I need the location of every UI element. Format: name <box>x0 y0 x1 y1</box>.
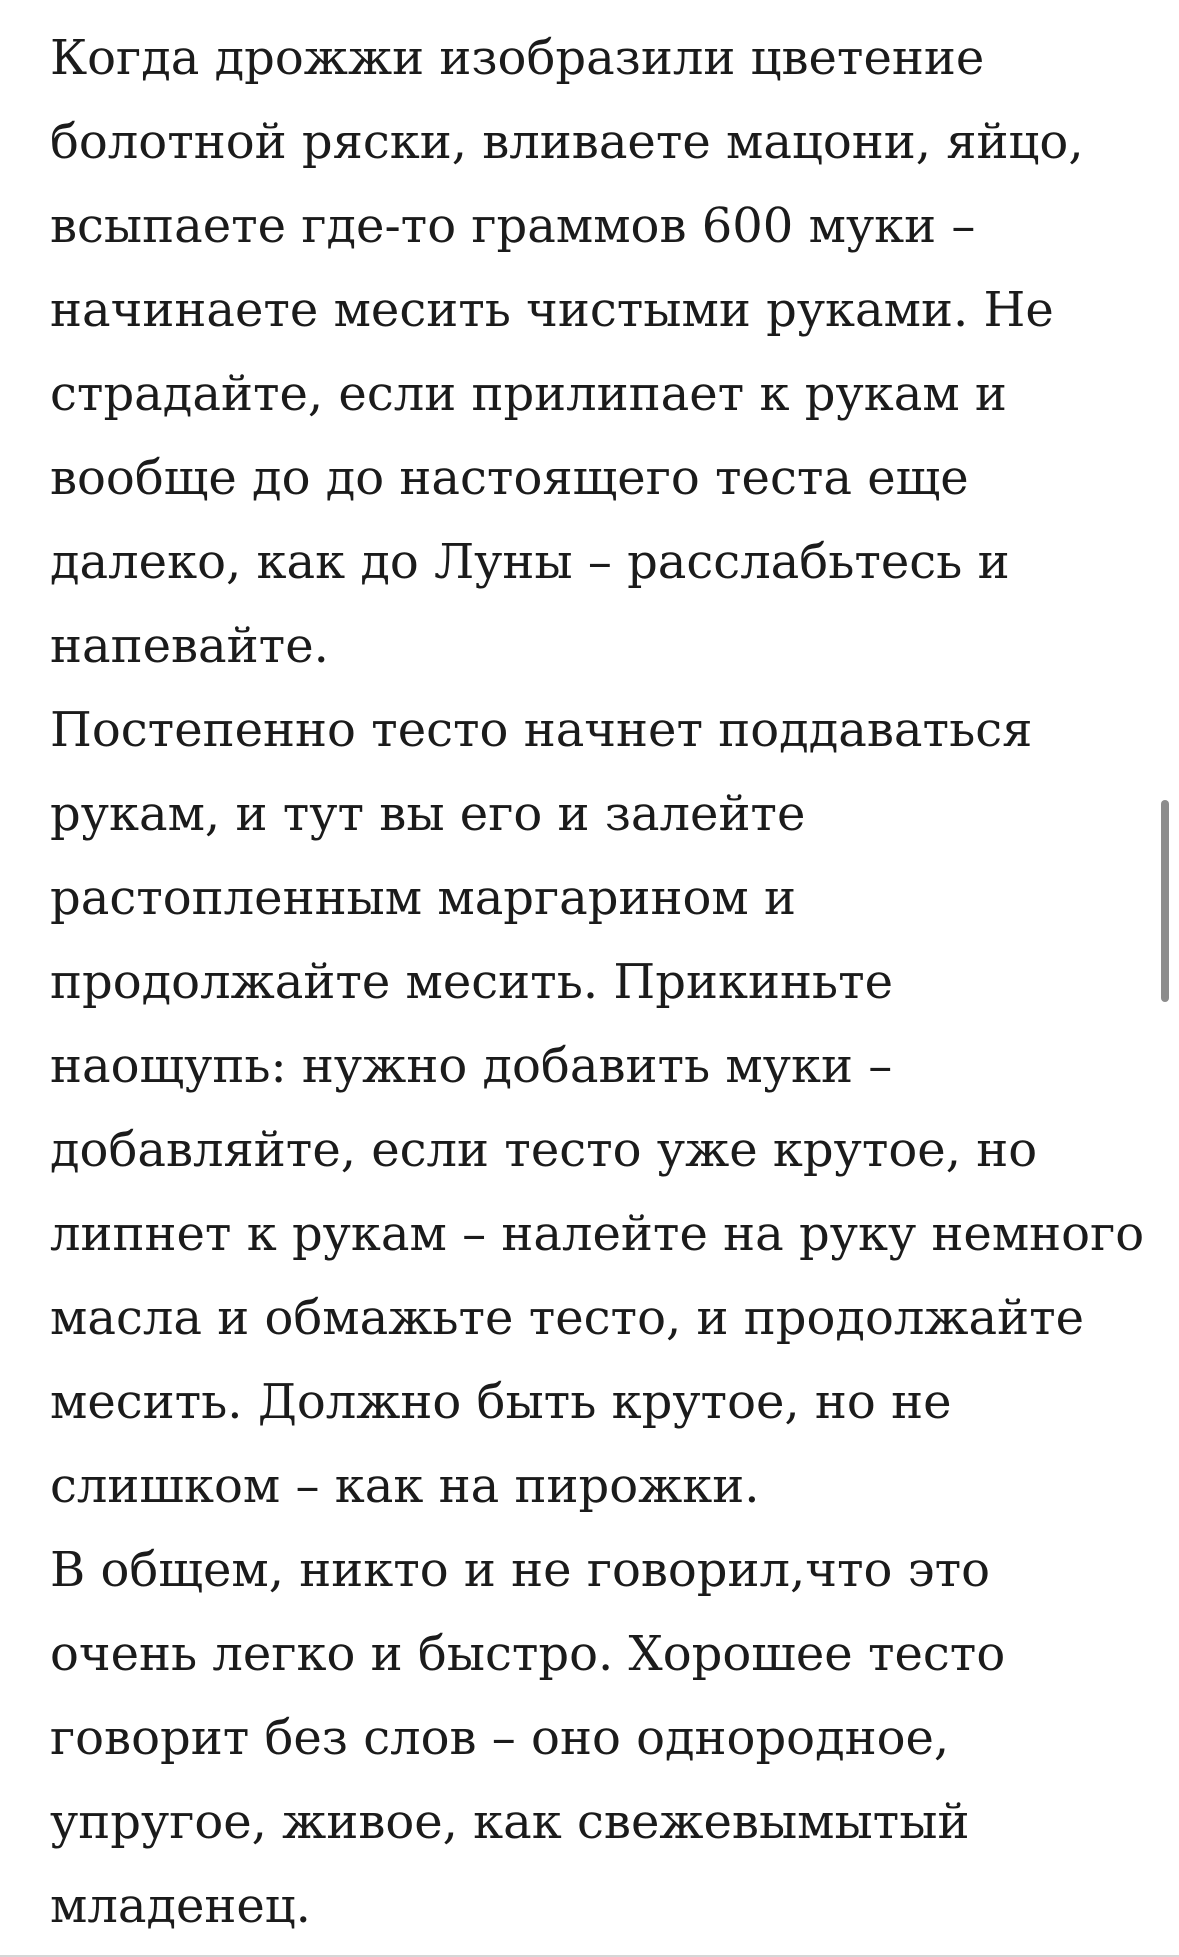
article-text <box>50 16 1150 1948</box>
text-line: слишком – как на пирожки. <box>50 1458 760 1514</box>
text-line: растопленным маргарином и <box>50 870 796 926</box>
text-line: наощупь: нужно добавить муки – <box>50 1038 893 1094</box>
text-line: вообще до до настоящего теста еще <box>50 450 969 506</box>
text-line: всыпаете где-то граммов 600 муки – <box>50 198 976 254</box>
text-line: добавляйте, если тесто уже крутое, но <box>50 1122 1038 1178</box>
text-line: очень легко и быстро. Хорошее тесто <box>50 1626 1006 1682</box>
text-line: начинаете месить чистыми руками. Не <box>50 282 1054 338</box>
text-line: говорит без слов – оно однородное, <box>50 1710 950 1766</box>
text-line: липнет к рукам – налейте на руку немного <box>50 1206 1145 1262</box>
text-line: упругое, живое, как свежевымытый <box>50 1794 970 1850</box>
text-line: младенец. <box>50 1878 311 1934</box>
text-line: Когда дрожжи изобразили цветение <box>50 30 985 86</box>
text-line: далеко, как до Луны – расслабьтесь и <box>50 534 1010 590</box>
text-line: Постепенно тесто начнет поддаваться <box>50 702 1033 758</box>
text-line: масла и обмажьте тесто, и продолжайте <box>50 1290 1085 1346</box>
text-line: напевайте. <box>50 618 329 674</box>
text-line: болотной ряски, вливаете мацони, яйцо, <box>50 114 1084 170</box>
text-line: страдайте, если прилипает к рукам и <box>50 366 1007 422</box>
text-line: месить. Должно быть крутое, но не <box>50 1374 952 1430</box>
text-line: В общем, никто и не говорил,что это <box>50 1542 991 1598</box>
scrollbar-thumb[interactable] <box>1161 800 1169 1002</box>
text-line: продолжайте месить. Прикиньте <box>50 954 894 1010</box>
text-line: рукам, и тут вы его и залейте <box>50 786 806 842</box>
